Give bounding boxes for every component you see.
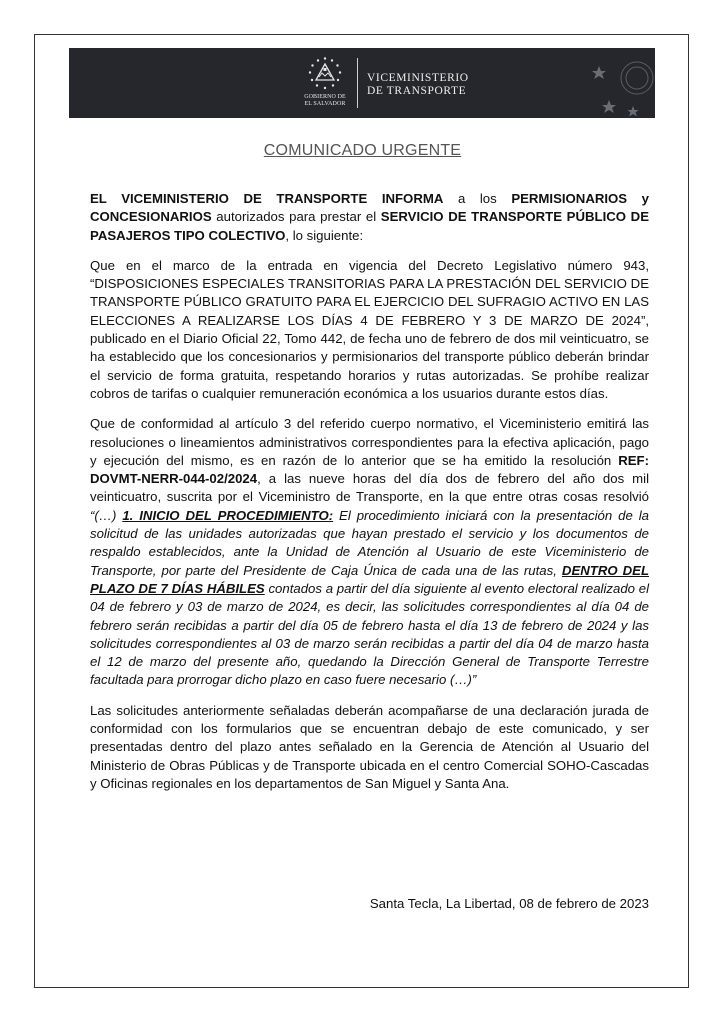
decorative-seal-pattern <box>589 48 655 118</box>
ministry-line2: DE TRANSPORTE <box>367 85 467 97</box>
intro-text-1: a los <box>443 191 512 206</box>
paragraph-resolution <box>90 415 649 689</box>
intro-bold-1: EL VICEMINISTERIO DE TRANSPORTE INFORMA <box>90 191 444 206</box>
header-banner <box>69 48 655 118</box>
resolution-heading: 1. INICIO DEL PROCEDIMIENTO: <box>122 507 334 523</box>
paragraph-requirements: Las solicitudes anteriormente señaladas deberán acompañarse de una declaración jurada de conformidad con los formularios que se encuentran debajo de este comunicado, y ser presentadas dentro del plazo antes señalado en la Gerencia de Atención al Usuario del Ministerio de Obras Públicas y de Transporte ubicada en el centro Comercial SOHO-Cascadas y Oficinas regionales en los departamentos de San Miguel y Santa Ana. <box>90 702 649 791</box>
document-title: COMUNICADO URGENTE <box>263 142 462 159</box>
resolution-ref: REF: DOVMT-NERR-044-02/2024 <box>90 452 649 487</box>
resolution-text-1: Que de conformidad al artículo 3 del referido cuerpo normativo, el Viceministerio emitirá las resoluciones o lineamientos administrativos correspondientes para la efectiva aplicación, pago y ejecución del mismo, es en razón de lo anterior que se ha emitido la resolución <box>90 416 649 468</box>
el-salvador-coat-of-arms-icon <box>305 56 345 94</box>
paragraph-intro <box>90 190 649 245</box>
resolution-quote-2: contados a partir del día siguiente al evento electoral realizado el 04 de febrero y 03 de marzo de 2024, es decir, las solicitudes correspondientes al día 04 de febrero serán recibidas a partir del día 05 de febrero hasta el día 13 de febrero de 2024 y las solicitudes correspondientes al 03 de marzo serán recibidas a partir del día 04 de marzo hasta el 12 de marzo del presente año, quedando la Dirección General de Transporte Terrestre facultada para prorrogar dicho plazo en caso fuere necesario (…)” <box>90 580 649 688</box>
intro-bold-3: SERVICIO DE TRANSPORTE PÚBLICO DE PASAJEROS TIPO COLECTIVO <box>90 209 649 243</box>
intro-text-3: , lo siguiente: <box>285 227 364 243</box>
paragraph-decree: Que en el marco de la entrada en vigencia del Decreto Legislativo número 943, “DISPOSICIONES ESPECIALES TRANSITORIAS PARA LA PRESTACIÓN DEL SERVICIO DE TRANSPORTE PÚBLICO GRATUITO PARA EL EJERCICIO DEL SUFRAGIO ACTIVO EN LAS ELECCIONES A REALIZARSE LOS DÍAS 4 DE FEBRERO Y 3 DE MARZO DE 2024”, publicado en el Diario Oficial 22, Tomo 442, de fecha uno de febrero de dos mil veinticuatro, se ha establecido que los concesionarios y permisionarios del transporte público deberán brindar el servicio de forma gratuita, respetando horarios y rutas autorizadas. Se prohíbe realizar cobros de tarifas o cualquier remuneración económica a los usuarios durante estos días. <box>90 257 649 401</box>
place-and-date: Santa Tecla, La Libertad, 08 de febrero de 2023 <box>369 896 649 911</box>
resolution-quote-1: El procedimiento iniciará con la presentación de la solicitud de las unidades autorizadas que hayan prestado el servicio y los documentos de respaldo establecidos, ante la Unidad de Atención al Usuario de este Viceministerio de Transporte, por parte del Presidente de Caja Única de cada una de las rutas, <box>90 507 649 578</box>
ministry-name <box>367 72 517 98</box>
seal-caption-line2: EL SALVADOR <box>304 100 346 107</box>
government-seal <box>295 56 355 114</box>
ministry-line1: VICEMINISTERIO <box>367 72 469 84</box>
seal-caption-line1: GOBIERNO DE <box>304 94 346 100</box>
document-body <box>90 190 649 805</box>
intro-text-2: autorizados para prestar el <box>211 209 381 225</box>
resolution-text-2: , a las nueve horas del día dos de febrero del año dos mil veinticuatro, suscrita por el Viceministro de Transporte, en la que entre otras cosas resolvió <box>90 471 649 505</box>
banner-divider <box>357 58 358 108</box>
resolution-deadline: DENTRO DEL PLAZO DE 7 DÍAS HÁBILES <box>90 562 650 596</box>
resolution-quote-open: “(…) <box>90 507 123 523</box>
intro-bold-2: PERMISIONARIOS y CONCESIONARIOS <box>90 191 649 225</box>
